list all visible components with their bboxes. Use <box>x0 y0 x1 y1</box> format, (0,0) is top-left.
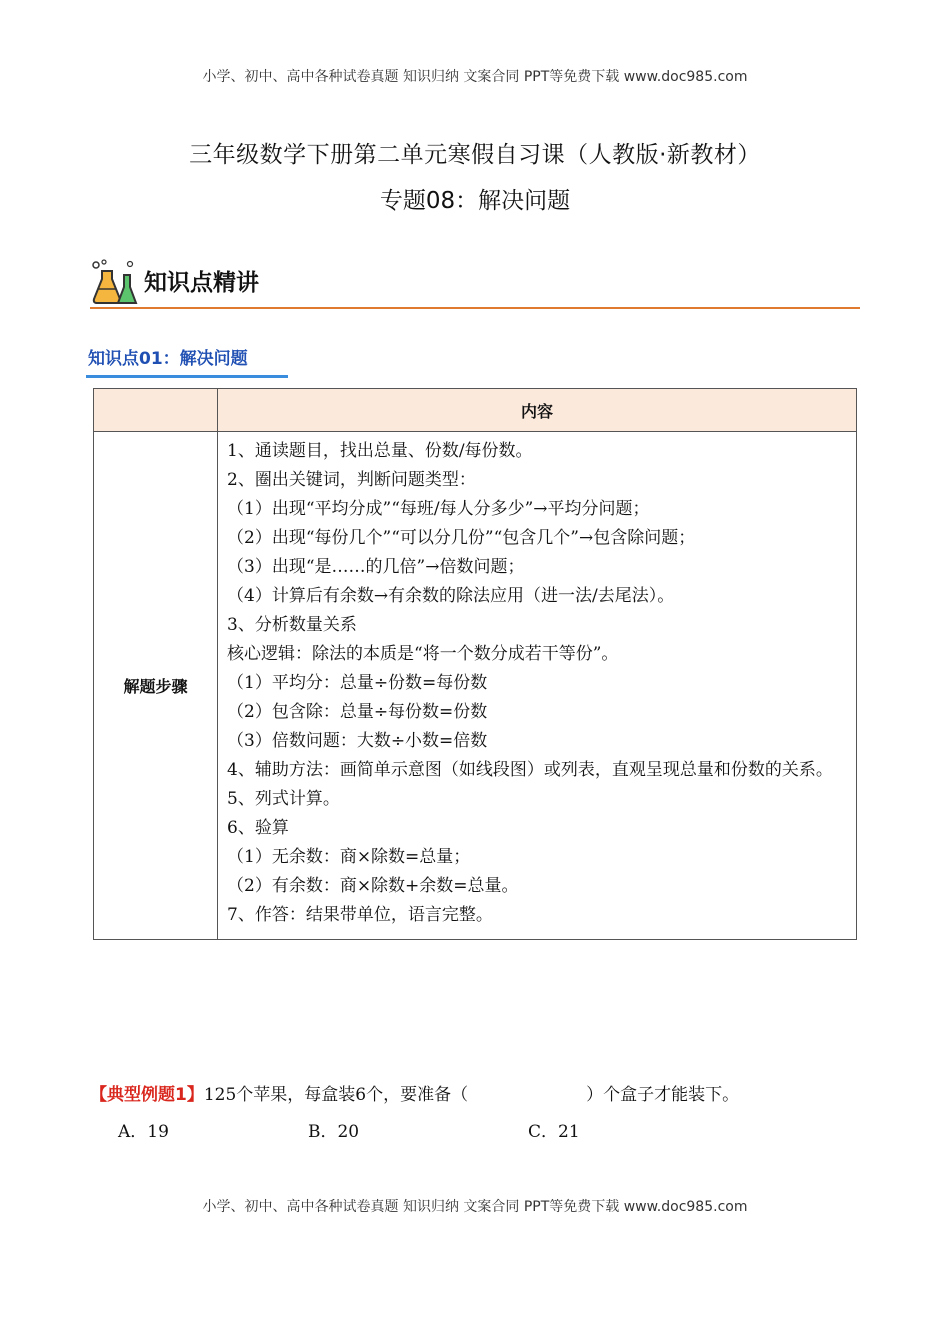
question-text-after: ）个盒子才能装下。 <box>586 1085 740 1105</box>
steps-content <box>218 432 857 940</box>
page-footer-banner: 小学、初中、高中各种试卷真题 知识归纳 文案合同 PPT等免费下载 www.doc985.com <box>202 1199 748 1215</box>
knowledge-table <box>93 388 857 940</box>
step-line: 核心逻辑：除法的本质是“将一个数分成若干等份”。 <box>227 644 619 664</box>
step-line: （2）有余数：商×除数+余数=总量。 <box>227 876 519 896</box>
page-header-banner: 小学、初中、高中各种试卷真题 知识归纳 文案合同 PPT等免费下载 www.doc985.com <box>202 69 748 85</box>
table-row <box>94 432 857 940</box>
knowledge-point-title: 知识点01：解决问题 <box>88 349 248 369</box>
section-heading-bar <box>90 255 860 309</box>
section-heading-text: 知识点精讲 <box>144 270 259 296</box>
step-line: 1、通读题目，找出总量、份数/每份数。 <box>227 441 533 461</box>
option-a[interactable]: A．19 <box>118 1122 169 1142</box>
step-line: （2）出现“每份几个”“可以分几份”“包含几个”→包含除问题； <box>227 528 696 548</box>
step-line: （1）出现“平均分成”“每班/每人分多少”→平均分问题； <box>227 499 650 519</box>
step-line: （3）倍数问题：大数÷小数=倍数 <box>227 731 488 751</box>
step-line: 4、辅助方法：画简单示意图（如线段图）或列表，直观呈现总量和份数的关系。 <box>227 760 833 780</box>
step-line: （2）包含除：总量÷每份数=份数 <box>227 702 488 722</box>
step-line: 3、分析数量关系 <box>227 615 357 635</box>
option-b[interactable]: B．20 <box>308 1122 360 1142</box>
step-line: 7、作答：结果带单位，语言完整。 <box>227 905 493 925</box>
question-text-before: 125个苹果，每盒装6个，要准备（ <box>203 1085 469 1105</box>
table-header-row <box>94 389 857 432</box>
step-line: （3）出现“是……的几倍”→倍数问题； <box>227 557 525 577</box>
example-question <box>90 1080 739 1105</box>
step-line: （1）平均分：总量÷份数=每份数 <box>227 673 488 693</box>
step-line: 5、列式计算。 <box>227 789 340 809</box>
table-header-content: 内容 <box>218 389 857 432</box>
table-header-empty <box>94 389 218 432</box>
row-label-steps: 解题步骤 <box>94 432 218 940</box>
step-line: 2、圈出关键词，判断问题类型： <box>227 470 476 490</box>
document-title: 三年级数学下册第二单元寒假自习课（人教版·新教材） <box>189 142 761 168</box>
step-line: 6、验算 <box>227 818 289 838</box>
knowledge-point-underline <box>86 375 288 378</box>
step-line: （1）无余数：商×除数=总量； <box>227 847 471 867</box>
lab-flask-icon <box>90 259 140 305</box>
example-tag: 【典型例题1】 <box>90 1085 204 1105</box>
option-c[interactable]: C．21 <box>528 1122 580 1142</box>
step-line: （4）计算后有余数→有余数的除法应用（进一法/去尾法）。 <box>227 586 675 606</box>
document-subtitle: 专题08：解决问题 <box>379 188 571 214</box>
